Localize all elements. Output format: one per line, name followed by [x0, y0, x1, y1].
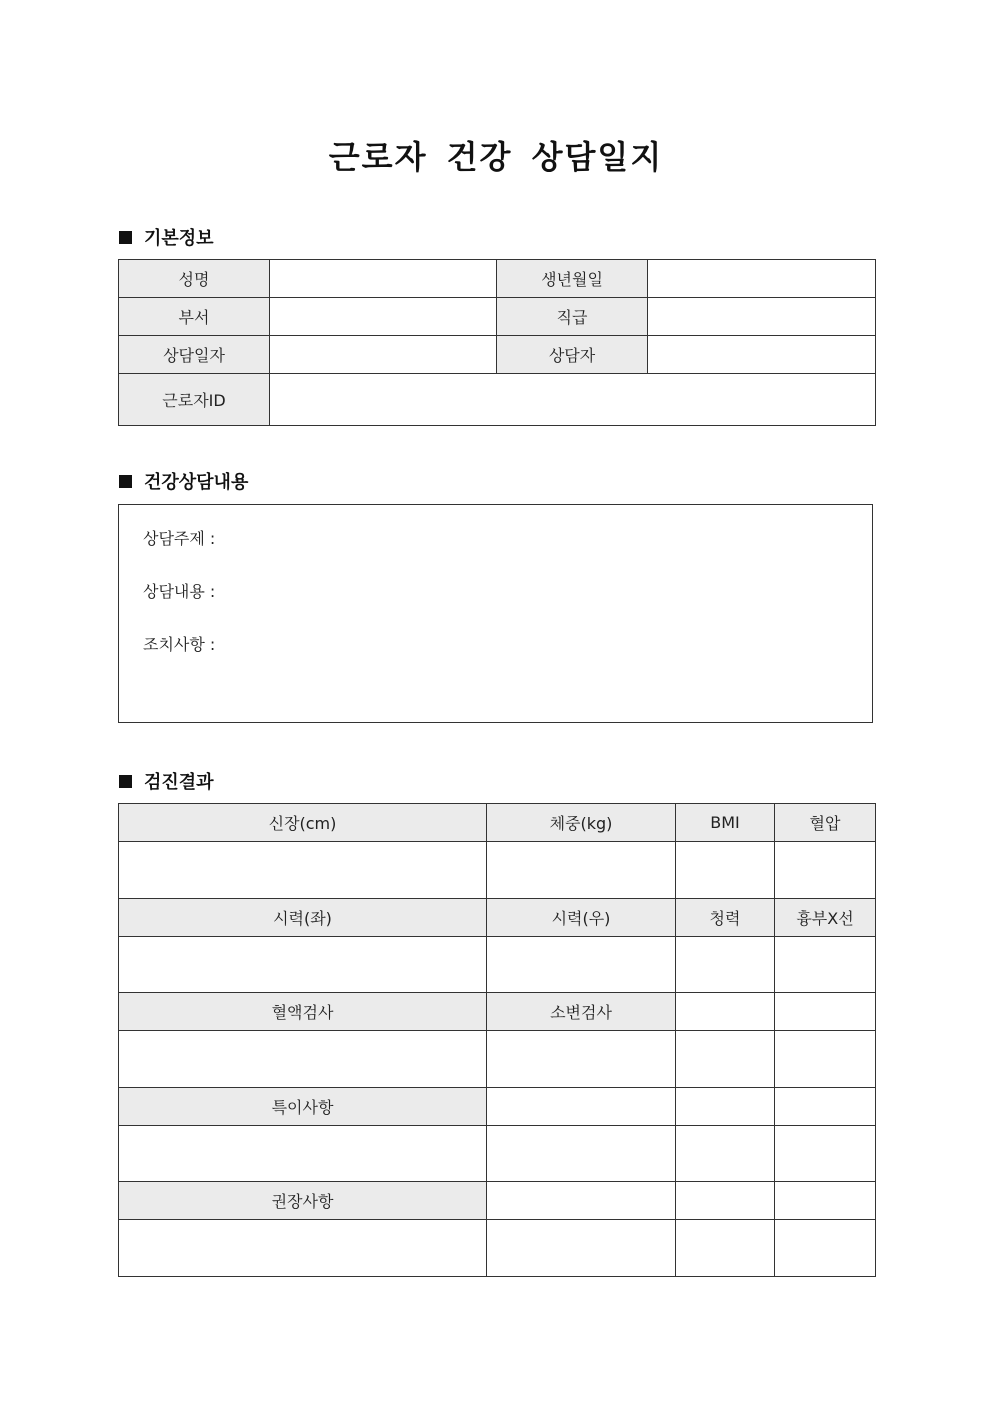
- empty-cell[interactable]: [775, 1031, 876, 1088]
- empty-cell[interactable]: [487, 1088, 676, 1126]
- empty-cell[interactable]: [775, 1220, 876, 1277]
- counseling-box[interactable]: [118, 504, 873, 723]
- empty-cell[interactable]: [676, 1220, 775, 1277]
- height-field[interactable]: [119, 842, 487, 899]
- hearing-label: 청력: [676, 899, 775, 937]
- bp-label: 혈압: [775, 804, 876, 842]
- position-label: 직급: [497, 298, 648, 336]
- hearing-field[interactable]: [676, 937, 775, 993]
- section-basic-label: 기본정보: [144, 228, 214, 249]
- date-label: 상담일자: [119, 336, 270, 374]
- vision-right-label: 시력(우): [487, 899, 676, 937]
- counselor-label: 상담자: [497, 336, 648, 374]
- position-field[interactable]: [648, 298, 876, 336]
- vision-left-field[interactable]: [119, 937, 487, 993]
- bmi-field[interactable]: [676, 842, 775, 899]
- bp-field[interactable]: [775, 842, 876, 899]
- vision-right-field[interactable]: [487, 937, 676, 993]
- name-label: 성명: [119, 260, 270, 298]
- blood-test-field[interactable]: [119, 1031, 487, 1088]
- notes-field[interactable]: [119, 1126, 487, 1182]
- topic-line: 상담주제 :: [143, 529, 216, 548]
- empty-cell[interactable]: [775, 1126, 876, 1182]
- blood-test-label: 혈액검사: [119, 993, 487, 1031]
- empty-cell[interactable]: [676, 1182, 775, 1220]
- square-bullet-icon: [119, 475, 132, 488]
- dept-field[interactable]: [270, 298, 497, 336]
- name-field[interactable]: [270, 260, 497, 298]
- chest-xray-field[interactable]: [775, 937, 876, 993]
- counselor-field[interactable]: [648, 336, 876, 374]
- height-label: 신장(cm): [119, 804, 487, 842]
- recommendations-field[interactable]: [119, 1220, 487, 1277]
- vision-left-label: 시력(좌): [119, 899, 487, 937]
- birth-label: 생년월일: [497, 260, 648, 298]
- chest-xray-label: 흉부X선: [775, 899, 876, 937]
- empty-cell[interactable]: [775, 1088, 876, 1126]
- urine-test-label: 소변검사: [487, 993, 676, 1031]
- notes-label: 특이사항: [119, 1088, 487, 1126]
- section-checkup-heading: [119, 768, 214, 794]
- section-counseling-heading: [119, 468, 248, 494]
- square-bullet-icon: [119, 231, 132, 244]
- action-line: 조치사항 :: [143, 635, 216, 654]
- urine-test-field[interactable]: [487, 1031, 676, 1088]
- weight-label: 체중(kg): [487, 804, 676, 842]
- empty-cell[interactable]: [676, 993, 775, 1031]
- empty-cell[interactable]: [676, 1031, 775, 1088]
- date-field[interactable]: [270, 336, 497, 374]
- content-line: 상담내용 :: [143, 582, 216, 601]
- empty-cell[interactable]: [487, 1126, 676, 1182]
- empty-cell[interactable]: [775, 993, 876, 1031]
- birth-field[interactable]: [648, 260, 876, 298]
- section-counseling-label: 건강상담내용: [144, 472, 249, 493]
- dept-label: 부서: [119, 298, 270, 336]
- empty-cell[interactable]: [487, 1220, 676, 1277]
- bmi-label: BMI: [676, 804, 775, 842]
- basic-info-table: [118, 259, 876, 426]
- recommendations-label: 권장사항: [119, 1182, 487, 1220]
- weight-field[interactable]: [487, 842, 676, 899]
- square-bullet-icon: [119, 775, 132, 788]
- checkup-table: [118, 803, 876, 1277]
- empty-cell[interactable]: [487, 1182, 676, 1220]
- empty-cell[interactable]: [676, 1088, 775, 1126]
- empty-cell[interactable]: [775, 1182, 876, 1220]
- section-basic-heading: [119, 224, 214, 250]
- section-checkup-label: 검진결과: [144, 772, 214, 793]
- worker-id-field[interactable]: [270, 374, 876, 426]
- empty-cell[interactable]: [676, 1126, 775, 1182]
- worker-id-label: 근로자ID: [119, 374, 270, 426]
- page-title: 근로자 건강 상담일지: [328, 138, 664, 176]
